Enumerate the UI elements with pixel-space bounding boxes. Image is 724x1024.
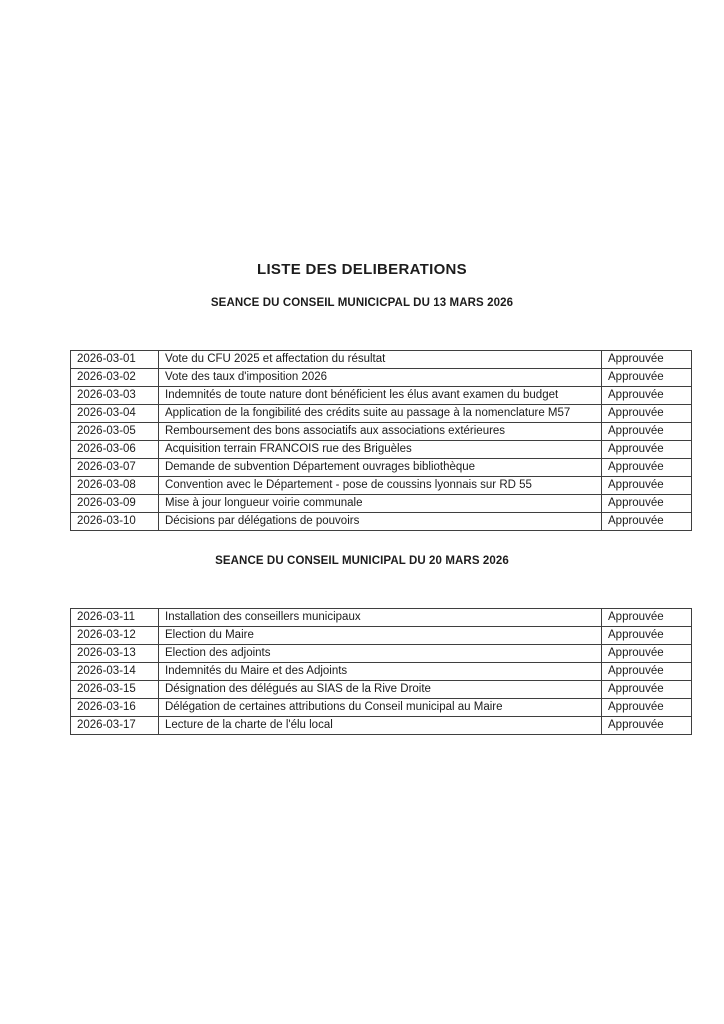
table-row xyxy=(71,459,692,477)
status-cell: Approuvée xyxy=(602,627,692,645)
subject-cell: Vote du CFU 2025 et affectation du résultat xyxy=(159,351,602,369)
subject-cell: Lecture de la charte de l'élu local xyxy=(159,717,602,735)
date-cell: 2026-03-12 xyxy=(71,627,159,645)
status-cell: Approuvée xyxy=(602,513,692,531)
date-cell: 2026-03-11 xyxy=(71,609,159,627)
table-row xyxy=(71,681,692,699)
table-row xyxy=(71,513,692,531)
table-row xyxy=(71,369,692,387)
status-cell: Approuvée xyxy=(602,423,692,441)
table-row xyxy=(71,495,692,513)
status-cell: Approuvée xyxy=(602,717,692,735)
subject-cell: Vote des taux d'imposition 2026 xyxy=(159,369,602,387)
deliberations-table-20-mars xyxy=(70,608,692,735)
subject-cell: Indemnités du Maire et des Adjoints xyxy=(159,663,602,681)
date-cell: 2026-03-07 xyxy=(71,459,159,477)
subject-cell: Indemnités de toute nature dont bénéficient les élus avant examen du budget xyxy=(159,387,602,405)
date-cell: 2026-03-15 xyxy=(71,681,159,699)
table-row xyxy=(71,699,692,717)
status-cell: Approuvée xyxy=(602,387,692,405)
date-cell: 2026-03-04 xyxy=(71,405,159,423)
subject-cell: Mise à jour longueur voirie communale xyxy=(159,495,602,513)
table-row xyxy=(71,627,692,645)
date-cell: 2026-03-01 xyxy=(71,351,159,369)
date-cell: 2026-03-10 xyxy=(71,513,159,531)
table-row xyxy=(71,405,692,423)
table-row xyxy=(71,423,692,441)
subject-cell: Remboursement des bons associatifs aux associations extérieures xyxy=(159,423,602,441)
date-cell: 2026-03-14 xyxy=(71,663,159,681)
subject-cell: Demande de subvention Département ouvrages bibliothèque xyxy=(159,459,602,477)
subject-cell: Election du Maire xyxy=(159,627,602,645)
date-cell: 2026-03-06 xyxy=(71,441,159,459)
deliberations-table-13-mars xyxy=(70,350,692,531)
date-cell: 2026-03-17 xyxy=(71,717,159,735)
status-cell: Approuvée xyxy=(602,495,692,513)
status-cell: Approuvée xyxy=(602,699,692,717)
status-cell: Approuvée xyxy=(602,663,692,681)
date-cell: 2026-03-03 xyxy=(71,387,159,405)
subject-cell: Désignation des délégués au SIAS de la Rive Droite xyxy=(159,681,602,699)
section-heading-13-mars: SEANCE DU CONSEIL MUNICICPAL DU 13 MARS 2026 xyxy=(210,297,514,309)
status-cell: Approuvée xyxy=(602,369,692,387)
table-row xyxy=(71,351,692,369)
date-cell: 2026-03-08 xyxy=(71,477,159,495)
status-cell: Approuvée xyxy=(602,405,692,423)
date-cell: 2026-03-05 xyxy=(71,423,159,441)
status-cell: Approuvée xyxy=(602,351,692,369)
subject-cell: Convention avec le Département - pose de coussins lyonnais sur RD 55 xyxy=(159,477,602,495)
subject-cell: Application de la fongibilité des crédits suite au passage à la nomenclature M57 xyxy=(159,405,602,423)
document-title: LISTE DES DELIBERATIONS xyxy=(257,261,467,278)
table-row xyxy=(71,441,692,459)
subject-cell: Décisions par délégations de pouvoirs xyxy=(159,513,602,531)
date-cell: 2026-03-09 xyxy=(71,495,159,513)
subject-cell: Délégation de certaines attributions du Conseil municipal au Maire xyxy=(159,699,602,717)
status-cell: Approuvée xyxy=(602,681,692,699)
table-row xyxy=(71,717,692,735)
subject-cell: Acquisition terrain FRANCOIS rue des Briguèles xyxy=(159,441,602,459)
status-cell: Approuvée xyxy=(602,645,692,663)
table-row xyxy=(71,609,692,627)
subject-cell: Election des adjoints xyxy=(159,645,602,663)
table-row xyxy=(71,477,692,495)
status-cell: Approuvée xyxy=(602,609,692,627)
subject-cell: Installation des conseillers municipaux xyxy=(159,609,602,627)
status-cell: Approuvée xyxy=(602,477,692,495)
date-cell: 2026-03-16 xyxy=(71,699,159,717)
table-row xyxy=(71,645,692,663)
status-cell: Approuvée xyxy=(602,459,692,477)
section-heading-20-mars: SEANCE DU CONSEIL MUNICIPAL DU 20 MARS 2026 xyxy=(215,555,509,567)
date-cell: 2026-03-13 xyxy=(71,645,159,663)
table-row xyxy=(71,663,692,681)
table-row xyxy=(71,387,692,405)
date-cell: 2026-03-02 xyxy=(71,369,159,387)
status-cell: Approuvée xyxy=(602,441,692,459)
